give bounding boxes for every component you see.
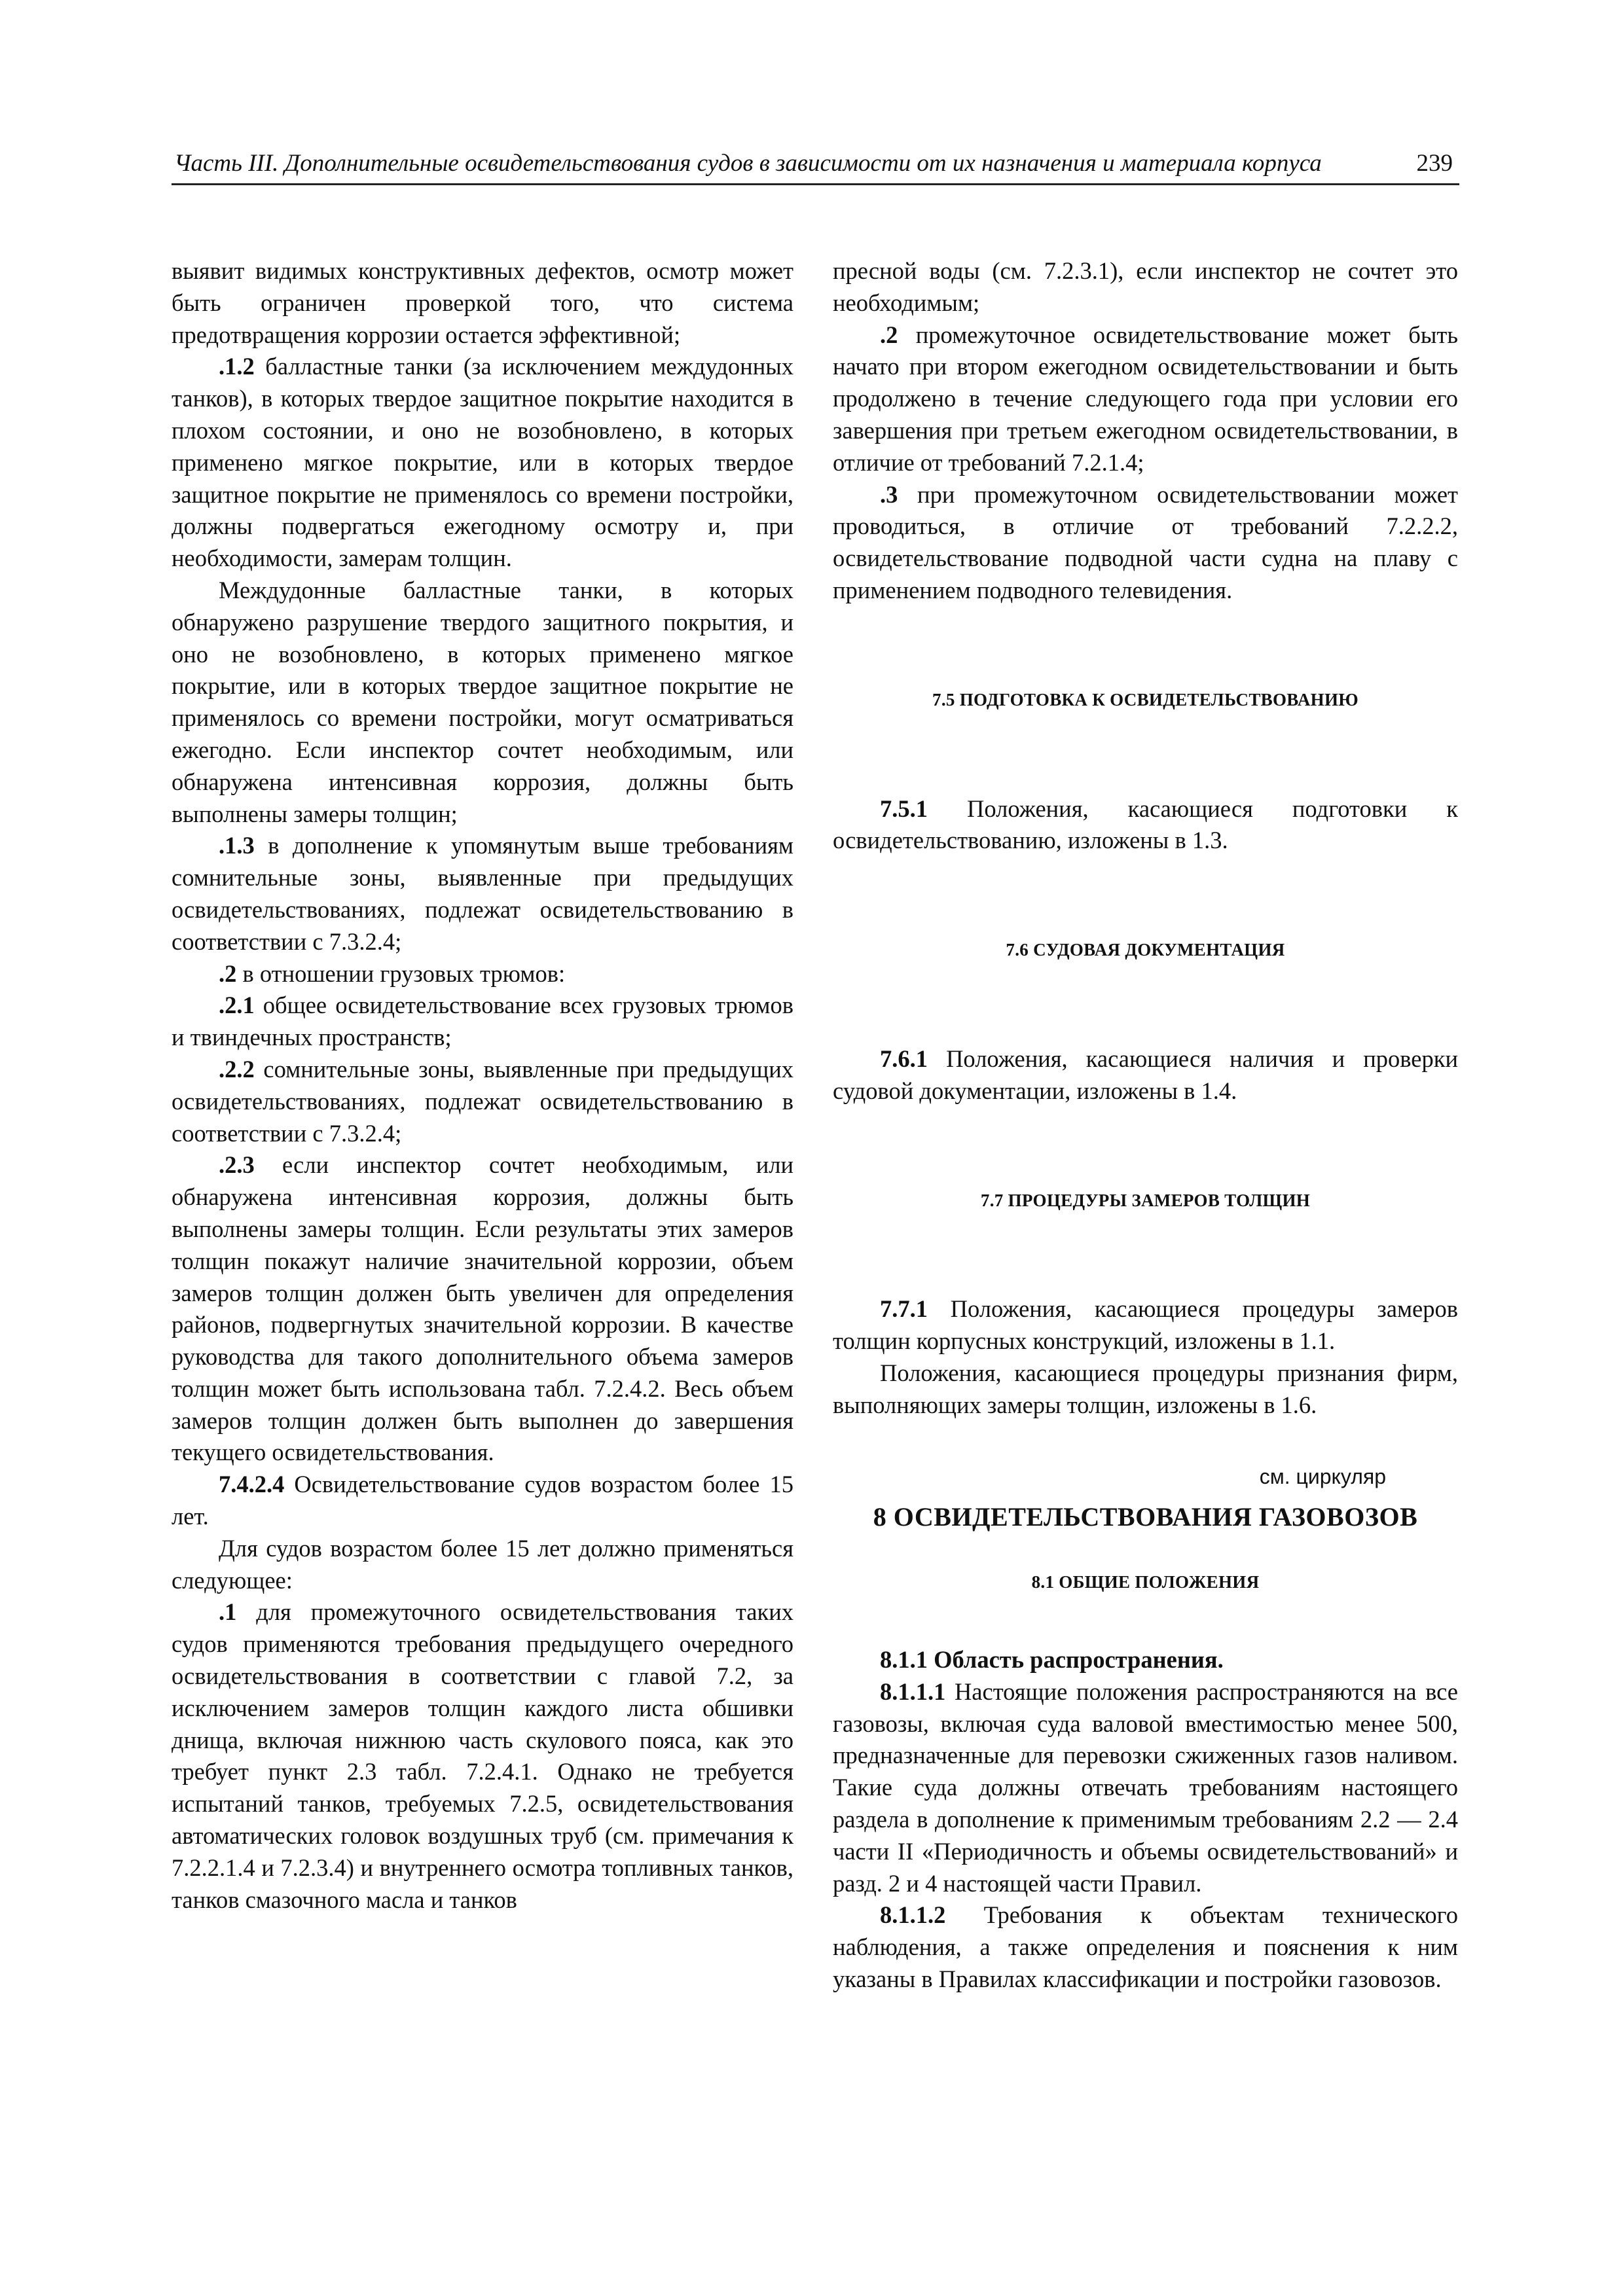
paragraph <box>833 1043 1458 1107</box>
paragraph-text: сомнительные зоны, выявленные при предыдущих освидетельствованиях, подлежат освидетельствованию в соответствии с 7.3.2.4; <box>172 1055 793 1147</box>
clause-number: 7.4.2.4 <box>219 1471 285 1498</box>
paragraph-text: промежуточное освидетельствование может быть начато при втором ежегодном освидетельствовании и быть продолжено в течение следующего года при условии его завершения при третьем ежегодном освидетельствовании, в отличие от требований 7.2.1.4; <box>833 321 1458 476</box>
left-column <box>172 255 793 1916</box>
right-column <box>833 255 1458 1996</box>
paragraph <box>833 1899 1458 1995</box>
paragraph-text: общее освидетельствование всех грузовых трюмов и твиндечных пространств; <box>172 992 793 1051</box>
clause-number: .3 <box>880 480 898 508</box>
paragraph-text: для промежуточного освидетельствования таких судов применяются требования предыдущего очередного освидетельствования в соответствии с главой 7.2, за исключением замеров толщин каждого листа обшивки днища, включая нижнюю часть скулового пояса, как это требует пункт 2.3 табл. 7.2.4.1. Однако не требуется испытаний танков, требуемых 7.2.5, освидетельствования автоматических головок воздушных труб (см. примечания к 7.2.2.1.4 и 7.2.3.4) и внутреннего осмотра топливных танков, танков смазочного масла и танков <box>172 1598 793 1913</box>
paragraph <box>172 1596 793 1916</box>
clause-number: .2 <box>880 321 898 348</box>
paragraph-text: Положения, касающиеся процедуры замеров толщин корпусных конструкций, изложены в 1.1. <box>833 1295 1458 1355</box>
paragraph <box>833 479 1458 607</box>
paragraph-text: Освидетельствование судов возрастом более 15 лет. <box>172 1471 793 1530</box>
clause-number: .2.3 <box>219 1151 255 1179</box>
paragraph <box>172 958 793 990</box>
paragraph: выявит видимых конструктивных дефектов, осмотр может быть ограничен проверкой того, что система предотвращения коррозии остается эффективной; <box>172 257 793 348</box>
clause-number: 8.1.1.1 <box>880 1677 946 1705</box>
clause-number: 7.7.1 <box>880 1295 928 1323</box>
paragraph-text: в дополнение к упомянутым выше требованиям сомнительные зоны, выявленные при предыдущих освидетельствованиях, подлежат освидетельствованию в соответствии с 7.3.2.4; <box>172 832 793 955</box>
paragraph <box>833 793 1458 857</box>
margin-note: см. циркуляр <box>1259 1464 1386 1488</box>
paragraph-text: Положения, касающиеся подготовки к освидетельствованию, изложены в 1.3. <box>833 795 1458 854</box>
section-heading-7-7: 7.7 ПРОЦЕДУРЫ ЗАМЕРОВ ТОЛЩИН <box>980 1190 1311 1210</box>
subheading-8-1-1: 8.1.1 Область распространения. <box>880 1645 1224 1673</box>
paragraph-text: в отношении грузовых трюмов: <box>236 960 566 987</box>
paragraph <box>172 351 793 575</box>
paragraph <box>172 830 793 958</box>
clause-number: .1.3 <box>219 832 255 859</box>
chapter-heading-8: 8 ОСВИДЕТЕЛЬСТВОВАНИЯ ГАЗОВОЗОВ <box>873 1502 1418 1532</box>
running-head-title: Часть III. Дополнительные освидетельствования судов в зависимости от их назначения и материала корпуса <box>174 150 1322 177</box>
paragraph <box>172 1149 793 1469</box>
paragraph-text: Требования к объектам технического наблюдения, а также определения и пояснения к ним указаны в Правилах классификации и постройки газовозов. <box>833 1901 1458 1992</box>
paragraph: Для судов возрастом более 15 лет должно применяться следующее: <box>172 1534 793 1594</box>
section-heading-7-6: 7.6 СУДОВАЯ ДОКУМЕНТАЦИЯ <box>1006 940 1285 960</box>
paragraph <box>833 319 1458 479</box>
section-heading-8-1: 8.1 ОБЩИЕ ПОЛОЖЕНИЯ <box>1031 1572 1260 1592</box>
paragraph-text: при промежуточном освидетельствовании может проводиться, в отличие от требований 7.2.2.2, освидетельствование подводной части судна на плаву с применением подводного телевидения. <box>833 480 1458 603</box>
paragraph-text: балластные танки (за исключением междудонных танков), в которых твердое защитное покрытие находится в плохом состоянии, и оно не возобновлено, в которых применено мягкое покрытие, или в которых твердое защитное покрытие не применялось со времени постройки, должны подвергаться ежегодному осмотру и, при необходимости, замерам толщин. <box>172 353 793 572</box>
paragraph-text: Положения, касающиеся наличия и проверки судовой документации, изложены в 1.4. <box>833 1045 1458 1104</box>
clause-number: .1 <box>219 1598 237 1626</box>
paragraph <box>833 1676 1458 1900</box>
paragraph <box>833 1293 1458 1357</box>
clause-number: .2.2 <box>219 1055 255 1083</box>
clause-number: .2.1 <box>219 992 255 1019</box>
section-heading-7-5: 7.5 ПОДГОТОВКА К ОСВИДЕТЕЛЬСТВОВАНИЮ <box>932 689 1359 709</box>
paragraph-text: если инспектор сочтет необходимым, или обнаружена интенсивная коррозия, должны быть выполнены замеры толщин. Если результаты этих замеров толщин покажут наличие значительной коррозии, объем замеров толщин должен быть увеличен для определения районов, подвергнутых значительной коррозии. В качестве руководства для такого дополнительного объема замеров толщин может быть использована табл. 7.2.4.2. Весь объем замеров толщин должен быть выполнен до завершения текущего освидетельствования. <box>172 1151 793 1466</box>
paragraph: Положения, касающиеся процедуры признания фирм, выполняющих замеры толщин, изложены в 1.6. <box>833 1359 1458 1418</box>
paragraph-text: Настоящие положения распространяются на все газовозы, включая суда валовой вместимостью менее 500, предназначенные для перевозки сжиженных газов наливом. Такие суда должны отвечать требованиям настоящего раздела в дополнение к применимым требованиям 2.2 — 2.4 части II «Периодичность и объемы освидетельствований» и разд. 2 и 4 настоящей части Правил. <box>833 1677 1458 1897</box>
clause-number: .2 <box>219 960 237 987</box>
clause-number: 7.5.1 <box>880 795 928 822</box>
paragraph <box>172 990 793 1054</box>
clause-number: 8.1.1.2 <box>880 1901 946 1929</box>
clause-number: .1.2 <box>219 353 255 380</box>
paragraph: Междудонные балластные танки, в которых обнаружено разрушение твердого защитного покрытия, и оно не возобновлено, в которых применено мягкое покрытие, или в которых твердое защитное покрытие не применялось со времени постройки, могут осматриваться ежегодно. Если инспектор сочтет необходимым, или обнаружена интенсивная коррозия, должны быть выполнены замеры толщин; <box>172 576 793 827</box>
running-head <box>172 145 1459 185</box>
page-number: 239 <box>1416 150 1453 177</box>
paragraph: пресной воды (см. 7.2.3.1), если инспектор не сочтет это необходимым; <box>833 257 1458 316</box>
paragraph <box>172 1469 793 1533</box>
clause-number: 7.6.1 <box>880 1045 928 1072</box>
paragraph <box>172 1054 793 1149</box>
